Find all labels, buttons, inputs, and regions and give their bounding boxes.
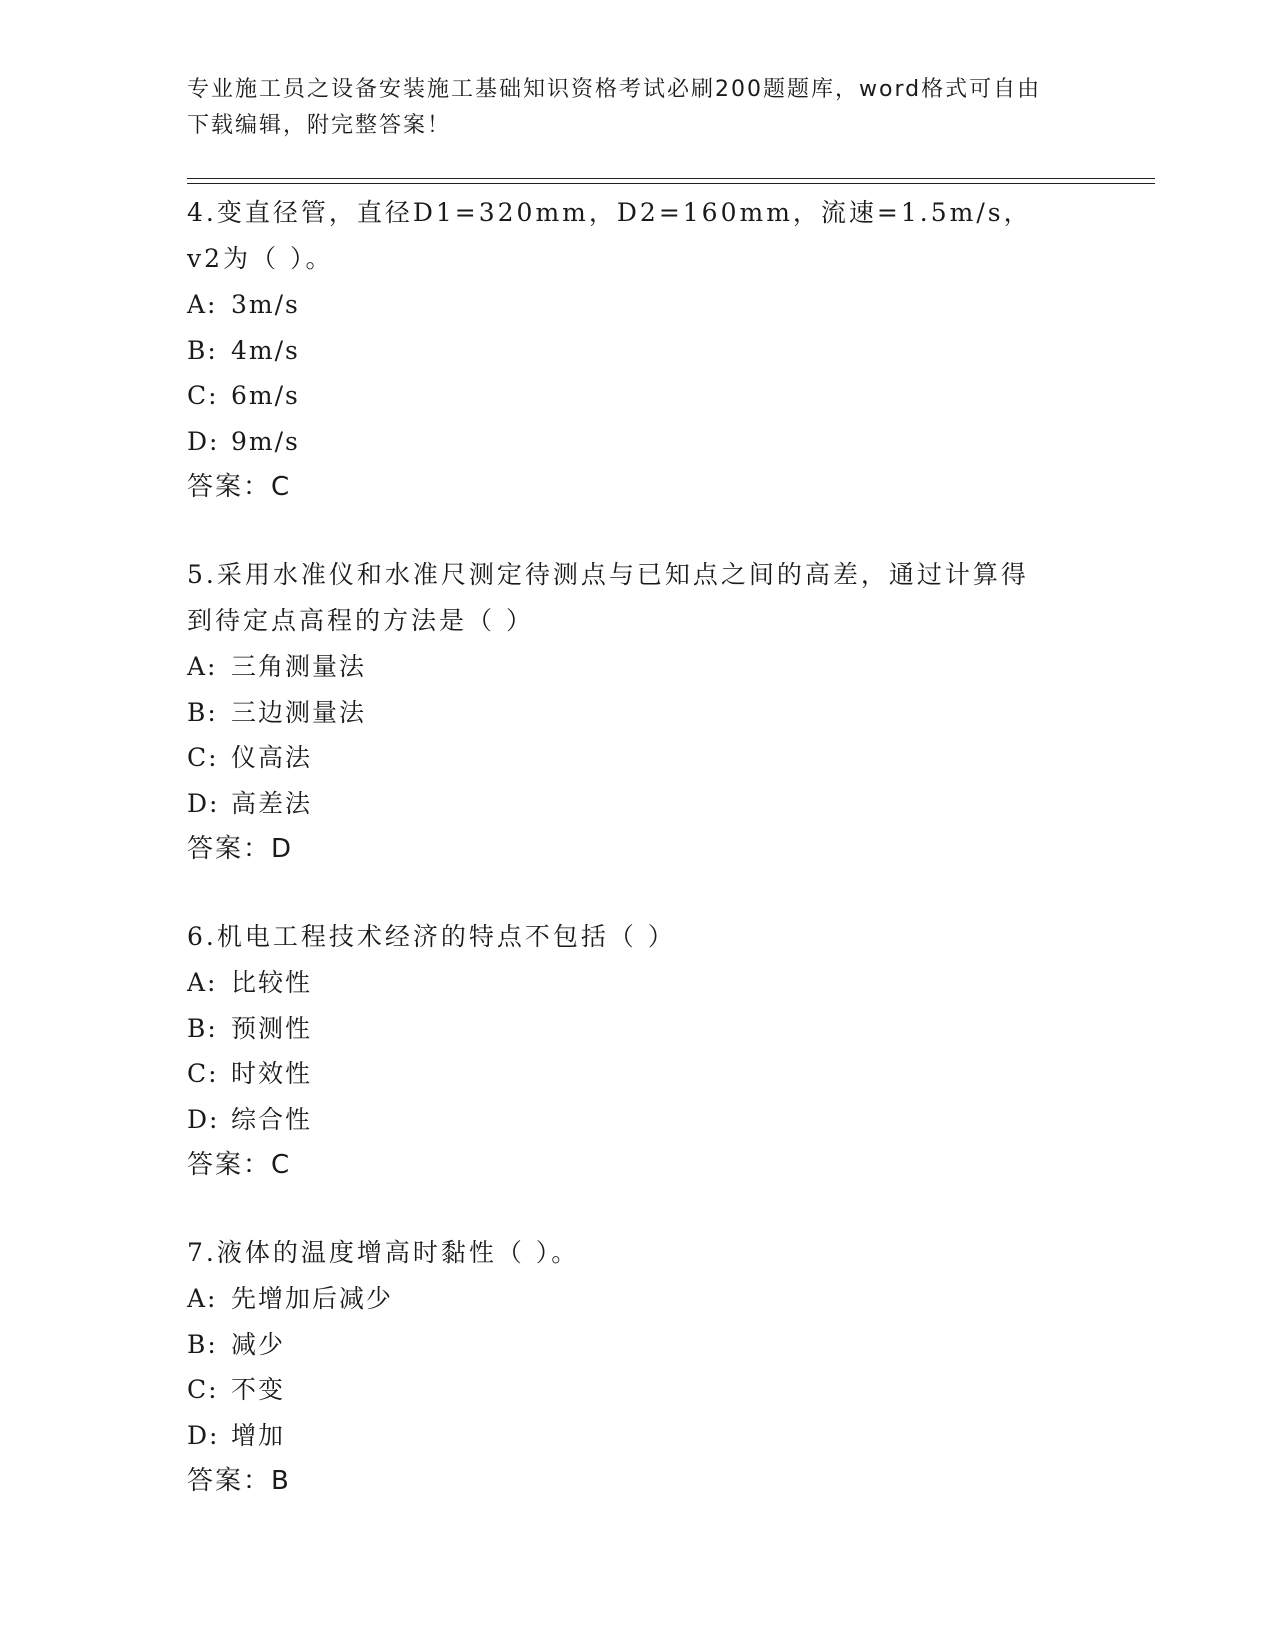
question-4 xyxy=(187,190,1067,510)
question-stem: 7.液体的温度增高时黏性（ ）。 xyxy=(187,1238,580,1267)
option-a xyxy=(187,282,1067,328)
option-text: 4m/s xyxy=(231,335,300,365)
option-letter: A: xyxy=(187,290,218,319)
option-c xyxy=(187,373,1067,419)
question-6 xyxy=(187,914,1067,1188)
question-list xyxy=(187,190,1067,1546)
option-letter: D: xyxy=(187,1104,220,1134)
option-text: 仪高法 xyxy=(231,743,313,772)
option-b xyxy=(187,328,1067,374)
question-stem-line-1: 5.采用水准仪和水准尺测定待测点与已知点之间的高差，通过计算得 xyxy=(187,560,1029,589)
option-b xyxy=(187,1006,1067,1052)
option-text: 9m/s xyxy=(231,426,300,456)
answer-line: 答案：C xyxy=(187,472,292,502)
option-d xyxy=(187,419,1067,465)
option-text: 高差法 xyxy=(231,788,313,818)
option-text: 先增加后减少 xyxy=(231,1284,394,1313)
option-letter: C: xyxy=(187,381,219,410)
option-letter: B: xyxy=(187,1013,218,1043)
header-line-1: 专业施工员之设备安装施工基础知识资格考试必刷200题题库，word格式可自由 xyxy=(187,77,1042,102)
option-text: 增加 xyxy=(231,1420,286,1450)
option-letter: D: xyxy=(187,1420,220,1450)
option-d xyxy=(187,781,1067,827)
option-text: 不变 xyxy=(231,1375,286,1404)
question-stem: 6.机电工程技术经济的特点不包括（ ） xyxy=(187,922,676,951)
answer-line: 答案：B xyxy=(187,1466,291,1496)
option-letter: C: xyxy=(187,743,219,772)
option-a xyxy=(187,960,1067,1006)
question-stem: 4.变直径管，直径D1=320mm，D2=160mm，流速=1.5m/s，v2为（ ）。 xyxy=(187,198,1032,273)
option-d xyxy=(187,1413,1067,1459)
option-text: 时效性 xyxy=(231,1059,313,1088)
answer-line: 答案：D xyxy=(187,834,294,864)
header-line-2: 下载编辑，附完整答案！ xyxy=(187,113,452,138)
option-b xyxy=(187,1322,1067,1368)
option-letter: C: xyxy=(187,1375,219,1404)
document-header xyxy=(187,72,1067,144)
option-text: 6m/s xyxy=(231,381,300,410)
option-text: 比较性 xyxy=(231,968,313,997)
question-stem-line-2: 到待定点高程的方法是（ ） xyxy=(187,606,534,635)
option-a xyxy=(187,644,1067,690)
option-b xyxy=(187,690,1067,736)
option-letter: D: xyxy=(187,426,220,456)
option-letter: A: xyxy=(187,968,218,997)
option-text: 3m/s xyxy=(231,290,300,319)
option-c xyxy=(187,735,1067,781)
option-letter: B: xyxy=(187,335,218,365)
option-text: 三边测量法 xyxy=(231,697,367,727)
option-text: 综合性 xyxy=(231,1104,313,1134)
option-text: 预测性 xyxy=(231,1013,313,1043)
option-letter: B: xyxy=(187,1329,218,1359)
question-5 xyxy=(187,552,1067,872)
option-letter: B: xyxy=(187,697,218,727)
option-text: 减少 xyxy=(231,1329,286,1359)
option-c xyxy=(187,1367,1067,1413)
option-letter: A: xyxy=(187,652,218,681)
option-a xyxy=(187,1276,1067,1322)
option-c xyxy=(187,1051,1067,1097)
header-divider-top xyxy=(187,178,1155,179)
option-letter: C: xyxy=(187,1059,219,1088)
header-divider-bottom xyxy=(187,183,1155,184)
option-letter: D: xyxy=(187,788,220,818)
option-text: 三角测量法 xyxy=(231,652,367,681)
option-letter: A: xyxy=(187,1284,218,1313)
question-7 xyxy=(187,1230,1067,1504)
answer-line: 答案：C xyxy=(187,1150,292,1180)
option-d xyxy=(187,1097,1067,1143)
